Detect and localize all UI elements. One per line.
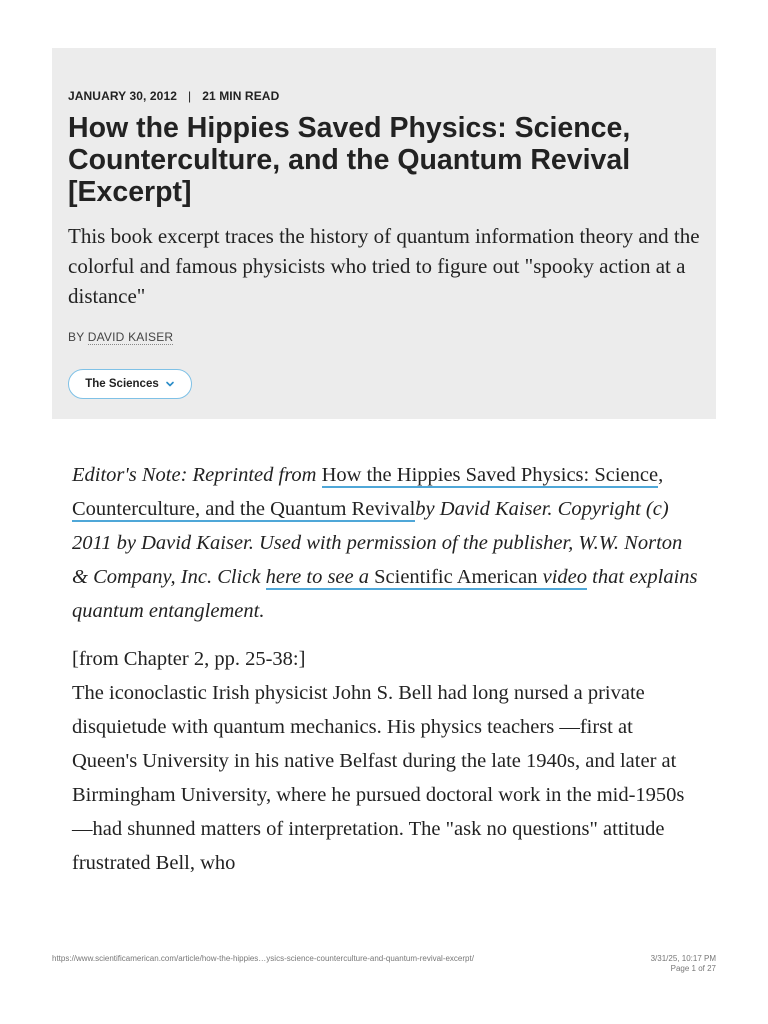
read-time: 21 MIN READ (202, 89, 280, 103)
book-title-link[interactable]: How the Hippies Saved Physics: Science (321, 464, 659, 486)
article-header (52, 48, 716, 419)
book-title-link-continued[interactable]: Counterculture, and the Quantum Revival (72, 498, 416, 520)
publish-date: JANUARY 30, 2012 (68, 89, 177, 103)
video-link-text-b: Scientific American (374, 566, 538, 588)
article-body (72, 458, 702, 880)
editors-note (72, 458, 702, 628)
author-link[interactable]: DAVID KAISER (87, 330, 174, 344)
article-title: How the Hippies Saved Physics: Science, Counterculture, and the Quantum Revival [Excerpt] (68, 112, 631, 208)
byline (68, 330, 173, 344)
print-timestamp: 3/31/25, 10:17 PM (650, 954, 716, 963)
topic-label: The Sciences (85, 378, 159, 390)
video-link-text-c: video (537, 566, 588, 588)
video-link[interactable] (266, 566, 587, 590)
print-footer-url: https://www.scientificamerican.com/article/how-the-hippies…ysics-science-counterculture-and-quantum-revival-excerpt/ (52, 954, 474, 963)
video-link-text-a: here to see a (265, 566, 375, 588)
note-suffix: that explains quantum entanglement. (72, 566, 698, 622)
topic-dropdown-button[interactable] (68, 369, 192, 399)
meta-separator: | (188, 89, 192, 103)
note-prefix: Editor's Note: Reprinted from (72, 464, 322, 486)
page-number: Page 1 of 27 (670, 964, 716, 973)
article-dek: This book excerpt traces the history of quantum information theory and the colorful and famous physicists who tried to figure out "spooky action at a distance" (68, 224, 700, 308)
article-paragraph: The iconoclastic Irish physicist John S. Bell had long nursed a private disquietude with quantum mechanics. His physics teachers —first at Queen's University in his native Belfast during the late 1940s, and later at Birmingham University, where he pursued doctoral work in the mid-1950s—had shunned matters of interpretation. The "ask no questions" attitude frustrated Bell, who (72, 682, 685, 874)
note-middle: by David Kaiser. Copyright (c) 2011 by David Kaiser. Used with permission of the publisher, W.W. Norton & Company, Inc. Click (72, 498, 683, 588)
book-title-comma: , (658, 464, 664, 486)
chapter-reference: [from Chapter 2, pp. 25-38:] (72, 648, 306, 670)
chevron-down-icon (165, 379, 175, 389)
print-footer-info (651, 954, 716, 974)
article-meta (68, 89, 279, 103)
byline-prefix: BY (68, 330, 85, 344)
